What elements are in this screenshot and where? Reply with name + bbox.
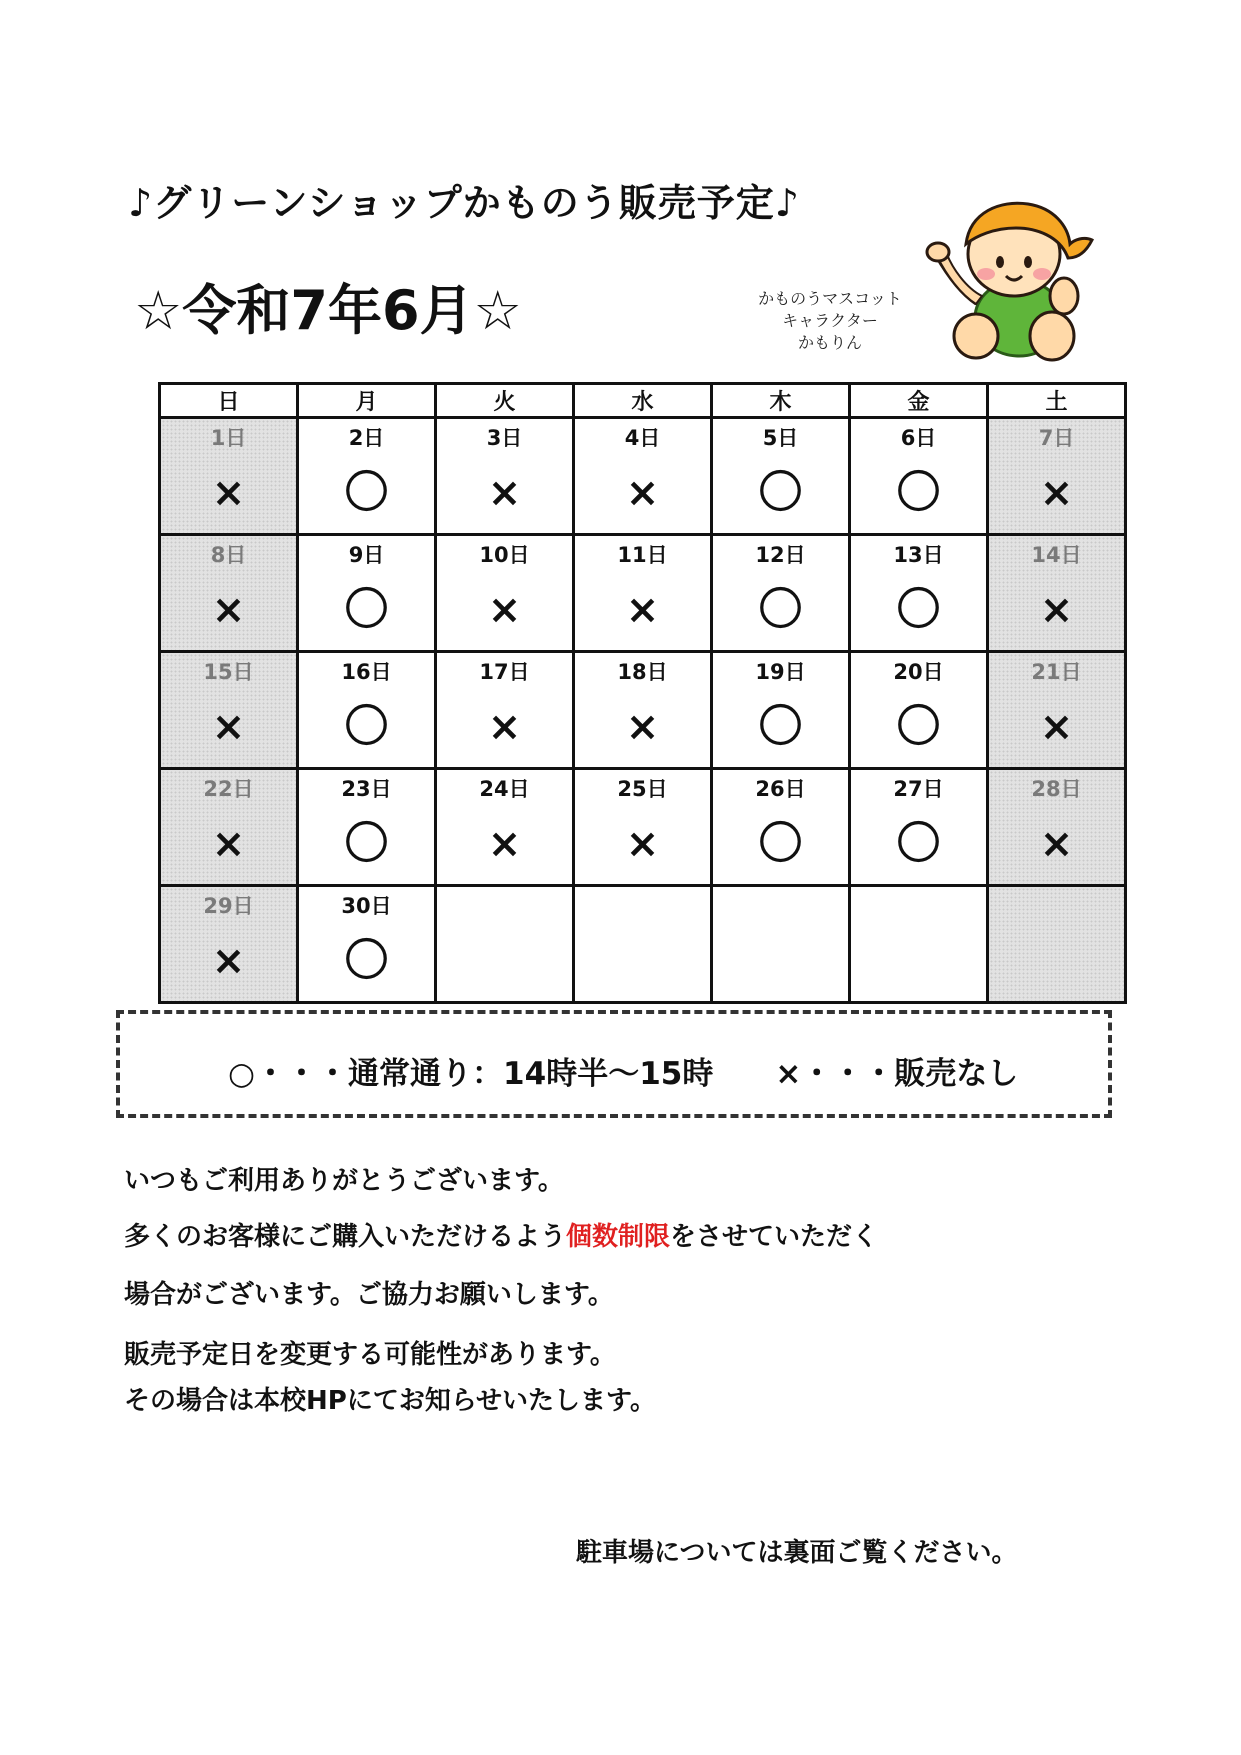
sale-mark: × [487, 821, 522, 867]
calendar-day-cell [160, 886, 298, 1003]
calendar-day-cell [298, 769, 436, 886]
sale-mark: × [211, 704, 246, 750]
day-number: 15日 [203, 660, 254, 684]
notice-text [124, 1160, 878, 1417]
notice-line [124, 1216, 878, 1274]
day-number: 23日 [341, 777, 392, 801]
sales-calendar [158, 382, 1127, 1004]
weekday-sun: 日 [160, 384, 298, 418]
calendar-day-cell [712, 418, 850, 535]
day-number: 8日 [210, 543, 247, 567]
sale-mark: 〇 [344, 467, 389, 518]
mascot-character-illustration [924, 196, 1094, 364]
day-number: 4日 [624, 426, 661, 450]
mascot-caption [740, 288, 920, 354]
page-title: ♪グリーンショップかものう販売予定♪ [128, 181, 801, 225]
calendar-day-cell [436, 886, 574, 1003]
legend-box [116, 1010, 1112, 1118]
sale-mark: 〇 [896, 584, 941, 635]
notice-fragment: をさせていただく [670, 1222, 879, 1252]
day-number: 24日 [479, 777, 530, 801]
calendar-day-cell [160, 418, 298, 535]
calendar-week-row [160, 418, 1126, 535]
calendar-week-row [160, 652, 1126, 769]
weekday-thu: 木 [712, 384, 850, 418]
day-number: 9日 [348, 543, 385, 567]
calendar-day-cell [436, 535, 574, 652]
sale-mark: 〇 [758, 584, 803, 635]
sale-mark: × [625, 470, 660, 516]
calendar-day-cell [574, 418, 712, 535]
calendar-week-row [160, 535, 1126, 652]
day-number: 17日 [479, 660, 530, 684]
day-number: 7日 [1038, 426, 1075, 450]
calendar-day-cell [298, 886, 436, 1003]
weekday-wed: 水 [574, 384, 712, 418]
calendar-day-cell [712, 886, 850, 1003]
notice-line: いつもご利用ありがとうございます。 [124, 1166, 564, 1196]
calendar-day-cell [160, 652, 298, 769]
day-number: 29日 [203, 894, 254, 918]
notice-line: 販売予定日を変更する可能性があります。 [124, 1340, 616, 1370]
sale-mark: 〇 [344, 584, 389, 635]
day-number: 27日 [893, 777, 944, 801]
day-number: 28日 [1031, 777, 1082, 801]
day-number: 6日 [900, 426, 937, 450]
weekday-sat: 土 [988, 384, 1126, 418]
legend-open: ○・・・通常通り：14時半～15時 [228, 1056, 714, 1092]
day-number: 14日 [1031, 543, 1082, 567]
day-number: 25日 [617, 777, 668, 801]
weekday-header-row [160, 384, 1126, 418]
calendar-day-cell [160, 535, 298, 652]
sale-mark: 〇 [344, 935, 389, 986]
sale-mark: × [1039, 821, 1074, 867]
sale-mark: × [211, 821, 246, 867]
calendar-day-cell [850, 769, 988, 886]
calendar-week-row [160, 769, 1126, 886]
weekday-mon: 月 [298, 384, 436, 418]
legend-closed: ×・・・販売なし [775, 1056, 1019, 1092]
sale-mark: 〇 [758, 818, 803, 869]
calendar-day-cell [298, 418, 436, 535]
sale-mark: 〇 [896, 818, 941, 869]
sale-mark: 〇 [758, 467, 803, 518]
calendar-day-cell [850, 418, 988, 535]
purchase-limit-highlight: 個数制限 [566, 1222, 671, 1252]
calendar-day-cell [574, 535, 712, 652]
day-number: 19日 [755, 660, 806, 684]
calendar-day-cell [436, 769, 574, 886]
sale-mark: × [487, 587, 522, 633]
day-number: 2日 [348, 426, 385, 450]
calendar-day-cell [574, 769, 712, 886]
day-number: 3日 [486, 426, 523, 450]
day-number: 5日 [762, 426, 799, 450]
notice-line: その場合は本校HPにてお知らせいたします。 [124, 1386, 656, 1416]
sale-mark: × [211, 587, 246, 633]
day-number: 20日 [893, 660, 944, 684]
calendar-day-cell [436, 652, 574, 769]
parking-note: 駐車場については裏面ご覧ください。 [576, 1538, 1018, 1568]
mascot-caption-line: キャラクター [782, 311, 878, 330]
calendar-day-cell [574, 886, 712, 1003]
sale-mark: × [487, 704, 522, 750]
day-number: 16日 [341, 660, 392, 684]
sale-mark: × [625, 821, 660, 867]
calendar-day-cell [436, 418, 574, 535]
mascot-caption-line: かものうマスコット [758, 289, 902, 308]
calendar-day-cell [160, 769, 298, 886]
month-title: ☆令和7年6月☆ [134, 279, 522, 342]
day-number: 30日 [341, 894, 392, 918]
sale-mark: × [1039, 470, 1074, 516]
notice-fragment: 多くのお客様にご購入いただけるよう [124, 1222, 567, 1252]
day-number: 13日 [893, 543, 944, 567]
day-number: 11日 [617, 543, 668, 567]
calendar-day-cell [298, 535, 436, 652]
legend-text [228, 1048, 1018, 1093]
calendar-day-cell [988, 886, 1126, 1003]
calendar-day-cell [850, 886, 988, 1003]
day-number: 26日 [755, 777, 806, 801]
calendar-day-cell [988, 652, 1126, 769]
calendar-day-cell [712, 769, 850, 886]
sale-mark: × [1039, 587, 1074, 633]
sale-mark: 〇 [896, 701, 941, 752]
day-number: 22日 [203, 777, 254, 801]
weekday-tue: 火 [436, 384, 574, 418]
sale-mark: × [1039, 704, 1074, 750]
calendar-day-cell [298, 652, 436, 769]
notice-line: 場合がございます。ご協力お願いします。 [124, 1280, 614, 1310]
calendar-day-cell [712, 652, 850, 769]
calendar-day-cell [712, 535, 850, 652]
calendar-day-cell [574, 652, 712, 769]
day-number: 18日 [617, 660, 668, 684]
sale-mark: 〇 [344, 701, 389, 752]
calendar-day-cell [988, 769, 1126, 886]
day-number: 10日 [479, 543, 530, 567]
sale-mark: × [211, 938, 246, 984]
sale-mark: 〇 [344, 818, 389, 869]
sale-mark: 〇 [758, 701, 803, 752]
day-number: 1日 [210, 426, 247, 450]
calendar-day-cell [850, 535, 988, 652]
day-number: 21日 [1031, 660, 1082, 684]
day-number: 12日 [755, 543, 806, 567]
calendar-day-cell [988, 535, 1126, 652]
sale-mark: × [211, 470, 246, 516]
weekday-fri: 金 [850, 384, 988, 418]
sale-mark: 〇 [896, 467, 941, 518]
sale-mark: × [487, 470, 522, 516]
sale-mark: × [625, 704, 660, 750]
sale-mark: × [625, 587, 660, 633]
calendar-day-cell [850, 652, 988, 769]
calendar-week-row [160, 886, 1126, 1003]
mascot-caption-line: かもりん [797, 333, 862, 352]
calendar-day-cell [988, 418, 1126, 535]
